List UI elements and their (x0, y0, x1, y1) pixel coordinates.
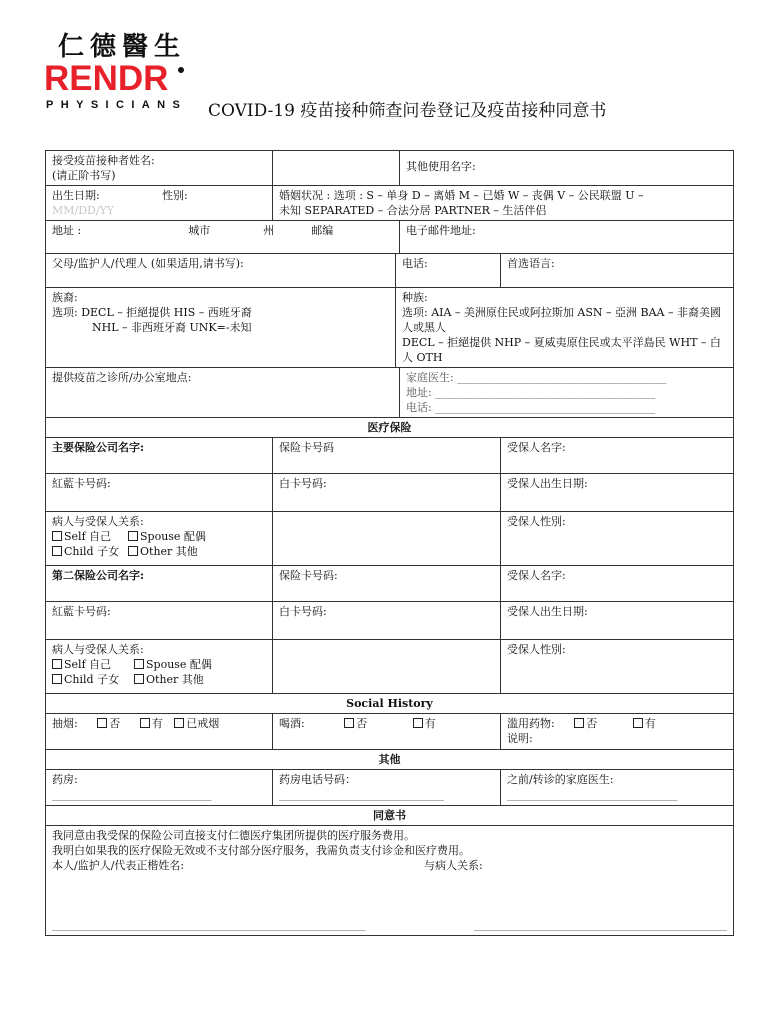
consent-text-1: 我同意由我受保的保险公司直接支付仁德医疗集团所提供的医疗服务费用。 (52, 829, 415, 842)
secondary-insured-sex-label: 受保人性別: (507, 643, 566, 656)
secondary-insurance-label: 第二保险公司名字: (52, 569, 145, 582)
primary-spouse-checkbox[interactable]: Spouse 配偶 (128, 530, 206, 543)
phone-cell[interactable] (396, 254, 501, 288)
drinking-cell[interactable] (273, 714, 501, 750)
ethnicity-label: 族裔: (52, 291, 78, 304)
logo-sub-text: PHYSICIANS (46, 99, 188, 110)
drug-use-no-checkbox[interactable]: 否 (574, 717, 597, 730)
insurance-section-title: 医疗保险 (46, 418, 734, 438)
other-name-cell[interactable] (400, 151, 734, 186)
other-name-label: 其他使用名字: (406, 160, 476, 173)
doctor-phone-line: 电话: ________________________________________ (406, 401, 656, 414)
smoking-no-checkbox[interactable]: 否 (97, 717, 120, 730)
pharmacy-blank: _____________________________ (52, 788, 212, 801)
guardian-label: 父母/监护人/代理人 (如果适用,请书写): (52, 257, 244, 270)
marital-options-line-1: 婚姻状况 : 选项 : S – 单身 D – 离婚 M – 已婚 W – 丧偶 V – 公民联盟 U – (279, 189, 644, 202)
primary-child-checkbox[interactable]: Child 子女 (52, 544, 128, 559)
race-options-1: 选项: AIA – 美洲原住民或阿拉斯加 ASN – 亞洲 BAA – 非裔美國人或黑人 (402, 306, 721, 334)
drug-use-label: 滥用药物: (507, 717, 555, 730)
drug-use-cell[interactable] (501, 714, 734, 750)
drinking-label: 喝酒: (279, 717, 305, 730)
other-section-title: 其他 (46, 750, 734, 770)
social-history-section-header (46, 694, 734, 714)
primary-relation-cell[interactable] (46, 512, 273, 566)
signer-name-label: 本人/监护人/代表正楷姓名: (52, 859, 185, 872)
secondary-other-checkbox[interactable]: Other 其他 (134, 673, 204, 686)
secondary-insured-name-cell[interactable] (501, 566, 734, 602)
primary-insurance-label: 主要保险公司名字: (52, 441, 145, 454)
secondary-relation-cell[interactable] (46, 640, 273, 694)
ethnicity-cell[interactable] (46, 288, 396, 368)
logo-chinese-name: 仁德醫生 (58, 32, 187, 62)
logo-brand-text: RENDR (44, 60, 169, 98)
primary-insured-sex-label: 受保人性別: (507, 515, 566, 528)
guardian-cell[interactable] (46, 254, 396, 288)
secondary-relation-blank[interactable] (273, 640, 501, 694)
marital-options-line-2: 未知 SEPARATED – 合法分居 PARTNER – 生活伴侣 (279, 204, 547, 217)
primary-insured-dob-label: 受保人出生日期: (507, 477, 588, 490)
relationship-label: 与病人关系: (424, 859, 483, 872)
secondary-insured-name-label: 受保人名字: (507, 569, 566, 582)
smoking-label: 抽烟: (52, 717, 78, 730)
secondary-spouse-checkbox[interactable]: Spouse 配偶 (134, 658, 212, 671)
page-header (44, 26, 744, 122)
consent-cell[interactable] (46, 826, 734, 936)
zip-label: 邮编 (311, 224, 334, 237)
patient-name-cell[interactable] (46, 151, 273, 186)
signer-signature-line[interactable]: _________________________________________________________ (52, 918, 366, 931)
previous-doctor-cell[interactable] (501, 770, 734, 806)
primary-card-cell[interactable] (273, 438, 501, 474)
previous-doctor-label: 之前/转诊的家庭医生: (507, 773, 614, 786)
secondary-medicaid-cell[interactable] (273, 602, 501, 640)
secondary-medicare-label: 紅藍卡号码: (52, 605, 111, 618)
rendr-physicians-logo (44, 60, 214, 110)
secondary-medicaid-label: 白卡号码: (279, 605, 327, 618)
consent-text-2: 我明白如果我的医疗保险无效或不支付部分医疗服务，我需负责支付诊金和医疗费用。 (52, 844, 470, 857)
pharmacy-phone-label: 药房电话号码： (279, 773, 356, 786)
registration-form (45, 150, 734, 936)
phone-label: 电话: (402, 257, 428, 270)
patient-name-label: 接受疫苗接种者姓名: (52, 154, 155, 167)
clinic-location-label: 提供疫苗之诊所/办公室地点: (52, 371, 192, 384)
family-doctor-line: 家庭医生: ______________________________________ (406, 371, 667, 384)
dob-label: 出生日期: (52, 189, 100, 202)
secondary-medicare-cell[interactable] (46, 602, 273, 640)
other-section-header (46, 750, 734, 770)
relationship-signature-line[interactable]: ______________________________________________ (474, 918, 727, 931)
drinking-no-checkbox[interactable]: 否 (344, 717, 367, 730)
social-history-section-title: Social History (46, 694, 734, 714)
dob-cell[interactable] (46, 186, 273, 221)
ethnicity-options-2: NHL – 非西班牙裔 UNK=-未知 (92, 321, 252, 334)
secondary-card-cell[interactable] (273, 566, 501, 602)
sex-label: 性别: (162, 189, 188, 202)
pharmacy-cell[interactable] (46, 770, 273, 806)
document-title: COVID-19 疫苗接种筛查问卷登记及疫苗接种同意书 (208, 101, 607, 121)
drug-explain-label: 说明: (507, 732, 533, 745)
address-cell[interactable] (46, 221, 400, 254)
patient-name-note: (请正阶书写) (52, 169, 116, 182)
family-doctor-cell[interactable] (400, 368, 734, 418)
primary-insurance-cell[interactable] (46, 438, 273, 474)
language-cell[interactable] (501, 254, 734, 288)
smoking-cell[interactable] (46, 714, 273, 750)
patient-name-field[interactable] (273, 151, 400, 186)
dob-placeholder: MM/DD/YY (52, 204, 115, 217)
primary-insured-name-label: 受保人名字: (507, 441, 566, 454)
primary-medicare-label: 紅藍卡号码: (52, 477, 111, 490)
previous-doctor-blank: _______________________________ (507, 788, 678, 801)
primary-medicare-cell[interactable] (46, 474, 273, 512)
pharmacy-phone-blank: ______________________________ (279, 788, 444, 801)
secondary-self-checkbox[interactable]: Self 自己 (52, 657, 134, 672)
secondary-relation-label: 病人与受保人关系: (52, 643, 144, 656)
city-label: 城市 (188, 224, 211, 237)
race-options-2: DECL – 拒絕提供 NHP – 夏威夷原住民或太平洋島民 WHT – 白人 OTH (402, 336, 721, 364)
primary-other-checkbox[interactable]: Other 其他 (128, 545, 198, 558)
race-cell[interactable] (396, 288, 734, 368)
drug-use-yes-checkbox[interactable]: 有 (633, 717, 656, 730)
primary-self-checkbox[interactable]: Self 自己 (52, 529, 128, 544)
primary-insured-sex-cell[interactable] (501, 512, 734, 566)
insurance-section-header (46, 418, 734, 438)
primary-relation-blank[interactable] (273, 512, 501, 566)
drinking-yes-checkbox[interactable]: 有 (413, 717, 436, 730)
marital-status-cell[interactable] (273, 186, 734, 221)
smoking-yes-checkbox[interactable]: 有 (140, 717, 163, 730)
primary-relation-label: 病人与受保人关系: (52, 515, 144, 528)
consent-section-header (46, 806, 734, 826)
doctor-address-line: 地址: ________________________________________ (406, 386, 656, 399)
secondary-child-checkbox[interactable]: Child 子女 (52, 672, 134, 687)
primary-insured-dob-cell[interactable] (501, 474, 734, 512)
primary-insured-name-cell[interactable] (501, 438, 734, 474)
language-label: 首选语言: (507, 257, 555, 270)
secondary-insured-dob-cell[interactable] (501, 602, 734, 640)
race-label: 种族: (402, 291, 428, 304)
email-cell[interactable] (400, 221, 734, 254)
pharmacy-label: 药房: (52, 773, 78, 786)
secondary-insured-dob-label: 受保人出生日期: (507, 605, 588, 618)
address-label: 地址 : (52, 224, 82, 237)
email-label: 电子邮件地址: (406, 224, 476, 237)
clinic-location-cell[interactable] (46, 368, 400, 418)
pharmacy-phone-cell[interactable] (273, 770, 501, 806)
secondary-insurance-cell[interactable] (46, 566, 273, 602)
state-label: 州 (263, 224, 275, 237)
secondary-insured-sex-cell[interactable] (501, 640, 734, 694)
ethnicity-options-1: 选项: DECL – 拒絕提供 HIS – 西班牙裔 (52, 306, 252, 319)
smoking-quit-checkbox[interactable]: 已戒烟 (174, 717, 219, 730)
primary-medicaid-label: 白卡号码: (279, 477, 327, 490)
primary-medicaid-cell[interactable] (273, 474, 501, 512)
primary-card-label: 保险卡号码 (279, 441, 334, 454)
secondary-card-label: 保险卡号码: (279, 569, 338, 582)
consent-section-title: 同意书 (46, 806, 734, 826)
